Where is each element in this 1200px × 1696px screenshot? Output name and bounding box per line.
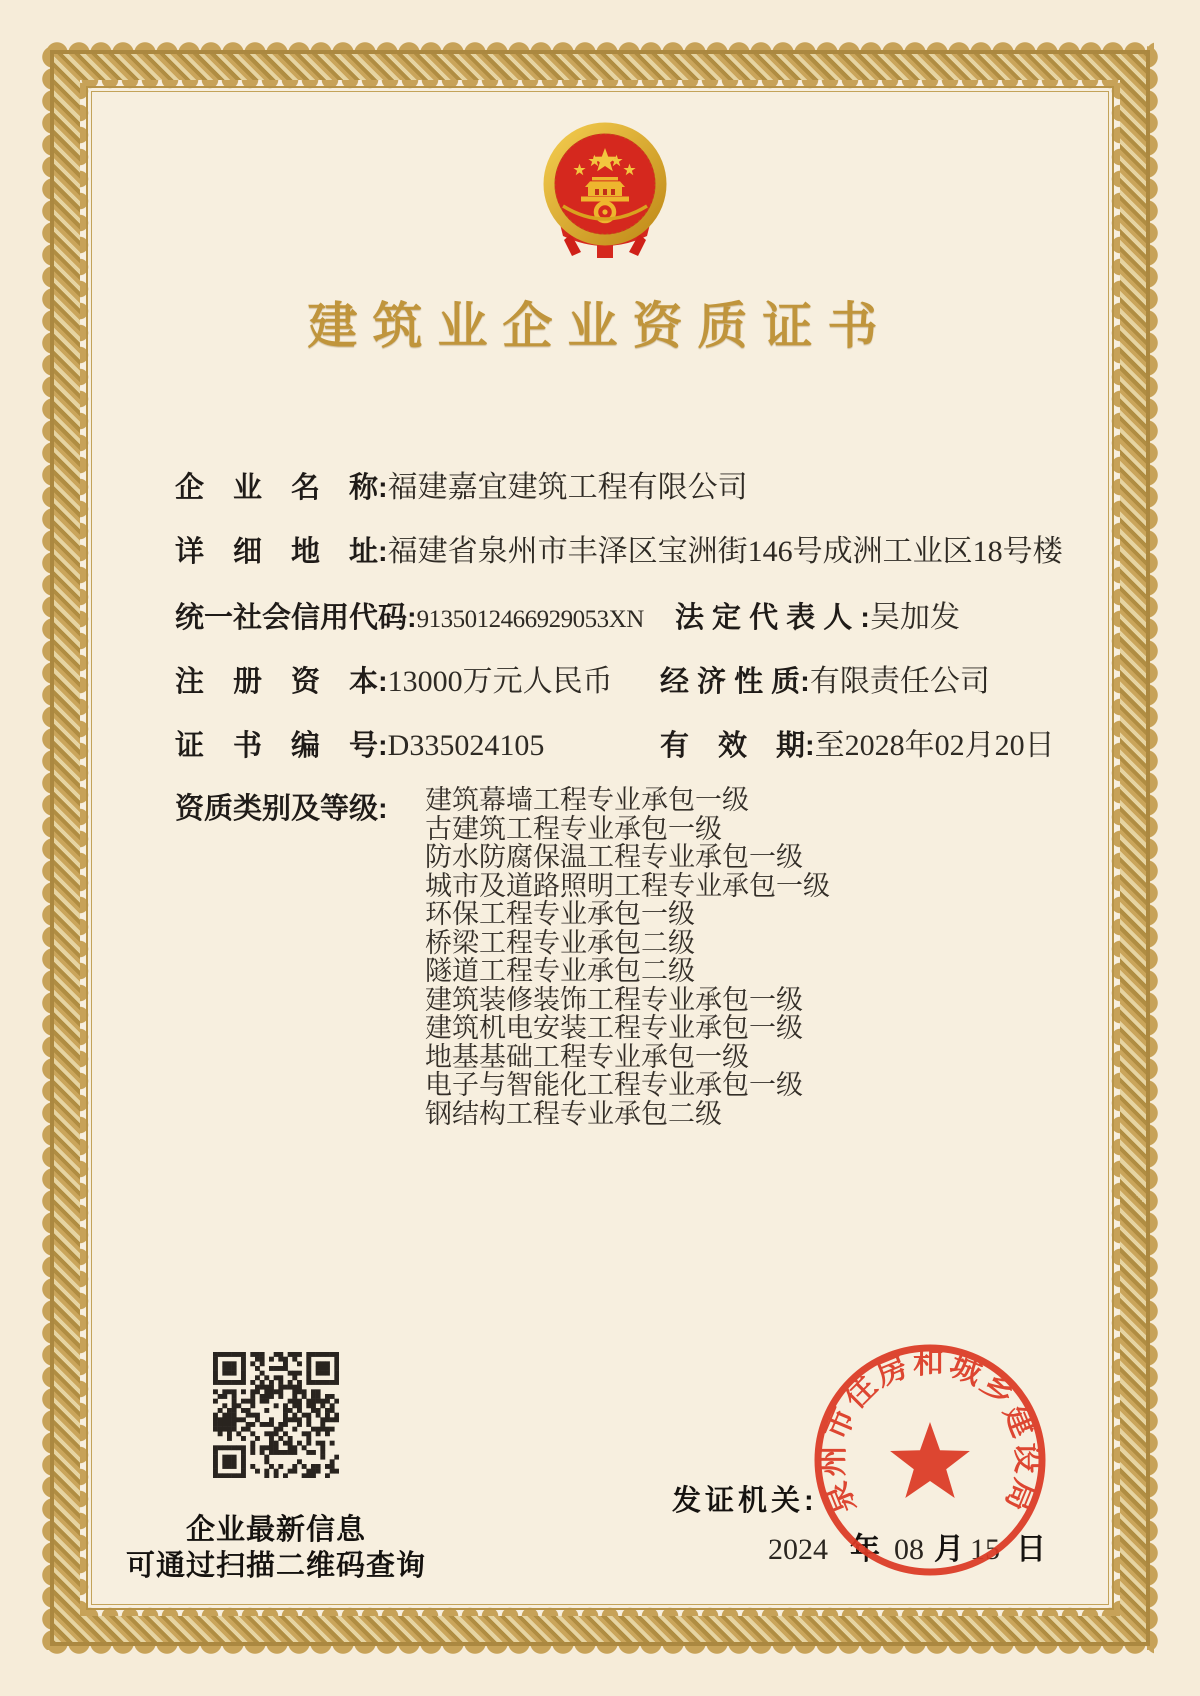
qr-caption bbox=[108, 1512, 444, 1584]
legal-rep-value: 吴加发 bbox=[869, 601, 960, 634]
qualification-item: 钢结构工程专业承包二级 bbox=[425, 1098, 722, 1129]
qualifications-list bbox=[425, 786, 830, 1128]
qualification-item: 防水防腐保温工程专业承包一级 bbox=[425, 842, 803, 872]
credit-code-label: 统一社会信用代码: bbox=[175, 602, 417, 634]
field-row-address bbox=[175, 526, 1075, 570]
cert-number-label: 证 书 编 号: bbox=[175, 730, 388, 762]
company-name-value: 福建嘉宜建筑工程有限公司 bbox=[387, 471, 748, 504]
border-scallop-bottom bbox=[46, 1643, 1154, 1656]
issue-day-unit: 日 bbox=[1016, 1533, 1046, 1566]
economic-type-label: 经 济 性 质: bbox=[660, 666, 810, 698]
qualification-item: 地基基础工程专业承包一级 bbox=[425, 1041, 749, 1072]
qualification-item: 桥梁工程专业承包二级 bbox=[425, 927, 695, 958]
seal-text: 泉州市住房和城乡建设局 bbox=[814, 1344, 1046, 1520]
field-row-capital bbox=[175, 656, 1075, 700]
national-emblem-icon bbox=[536, 118, 674, 278]
issue-month: 08 bbox=[894, 1533, 924, 1566]
qr-code bbox=[213, 1352, 339, 1478]
legal-rep-label: 法 定 代 表 人 : bbox=[675, 602, 870, 634]
field-row-credit-code bbox=[175, 592, 1075, 636]
field-row-company-name bbox=[175, 462, 1075, 506]
qualification-item: 环保工程专业承包一级 bbox=[425, 899, 695, 929]
validity-label: 有 效 期: bbox=[660, 730, 815, 762]
qualifications-block bbox=[175, 786, 830, 1128]
issue-month-unit: 月 bbox=[934, 1533, 964, 1566]
qualification-item: 电子与智能化工程专业承包一级 bbox=[425, 1070, 803, 1100]
credit-code-value: 9135012466929053XN bbox=[416, 606, 644, 633]
company-name-label: 企 业 名 称: bbox=[175, 472, 388, 504]
issue-year: 2024 bbox=[768, 1533, 828, 1566]
economic-type-value: 有限责任公司 bbox=[809, 665, 990, 698]
validity-value: 至2028年02月20日 bbox=[814, 729, 1055, 762]
field-row-cert-number bbox=[175, 720, 1075, 764]
issue-year-unit: 年 bbox=[850, 1533, 880, 1566]
qualification-item: 城市及道路照明工程专业承包一级 bbox=[425, 870, 830, 901]
certificate-title: 建筑业企业资质证书 bbox=[307, 298, 893, 354]
qr-caption-line1: 企业最新信息 bbox=[185, 1514, 366, 1546]
issue-day: 15 bbox=[970, 1533, 1000, 1566]
qualification-item: 隧道工程专业承包二级 bbox=[425, 956, 695, 986]
qualification-item: 建筑幕墙工程专业承包一级 bbox=[425, 785, 749, 815]
qualification-item: 建筑装修装饰工程专业承包一级 bbox=[425, 984, 803, 1015]
qualification-item: 建筑机电安装工程专业承包一级 bbox=[425, 1013, 803, 1043]
qr-caption-line2: 可通过扫描二维码查询 bbox=[125, 1550, 426, 1582]
official-seal bbox=[798, 1328, 1062, 1592]
address-value: 福建省泉州市丰泽区宝洲街146号成洲工业区18号楼 bbox=[387, 535, 1063, 568]
qualification-item: 古建筑工程专业承包一级 bbox=[425, 813, 722, 844]
qualifications-label: 资质类别及等级: bbox=[175, 793, 388, 825]
cert-number-value: D335024105 bbox=[387, 729, 545, 762]
address-label: 详 细 地 址: bbox=[175, 536, 388, 568]
capital-label: 注 册 资 本: bbox=[175, 666, 388, 698]
capital-value: 13000万元人民币 bbox=[387, 665, 613, 698]
issuer-label: 发证机关: bbox=[672, 1485, 818, 1517]
